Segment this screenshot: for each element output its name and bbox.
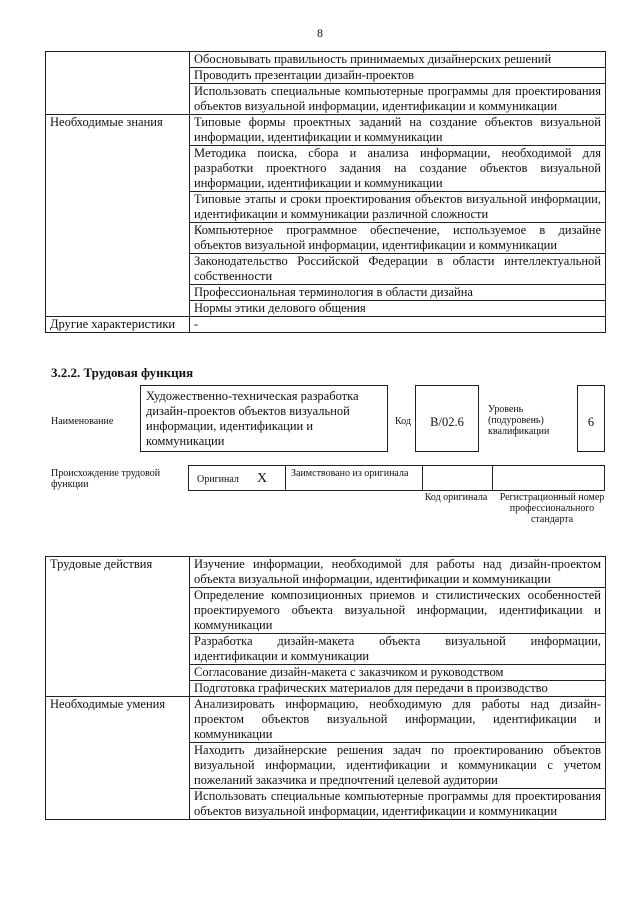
row-text: - bbox=[190, 317, 606, 333]
registration-number-caption: Регистрационный номер профессионального стандарта bbox=[499, 492, 605, 525]
skills-knowledge-table bbox=[45, 51, 606, 333]
original-code-caption: Код оригинала bbox=[424, 492, 488, 503]
table-row bbox=[46, 557, 606, 588]
borrowed-label: Заимствовано из оригинала bbox=[291, 468, 409, 479]
row-text: Проводить презентации дизайн-проектов bbox=[190, 68, 606, 84]
row-label bbox=[46, 52, 190, 115]
original-label: Оригинал bbox=[197, 474, 239, 485]
table-row bbox=[46, 317, 606, 333]
row-text: Подготовка графических материалов для передачи в производство bbox=[190, 681, 606, 697]
row-text: Профессиональная терминология в области дизайна bbox=[190, 285, 606, 301]
row-label-other: Другие характеристики bbox=[46, 317, 190, 333]
table-row bbox=[46, 52, 606, 68]
row-text: Находить дизайнерские решения задач по проектированию объектов визуальной информации, идентификации и коммуникации с учетом пожеланий заказчика и предпочтений целевой аудитории bbox=[190, 743, 606, 789]
origin-original-cell bbox=[188, 465, 286, 491]
original-mark: X bbox=[257, 471, 268, 486]
code-label: Код bbox=[395, 416, 411, 427]
origin-code-cell bbox=[422, 465, 493, 491]
row-text: Определение композиционных приемов и стилистических особенностей проектируемого объекта визуальной информации, идентификации и коммуникации bbox=[190, 588, 606, 634]
row-text: Типовые этапы и сроки проектирования объектов визуальной информации, идентификации и коммуникации различной сложности bbox=[190, 192, 606, 223]
table-row bbox=[46, 115, 606, 146]
row-text: Нормы этики делового общения bbox=[190, 301, 606, 317]
row-text: Использовать специальные компьютерные программы для проектирования объектов визуальной информации, идентификации и коммуникации bbox=[190, 84, 606, 115]
level-value: 6 bbox=[577, 385, 605, 452]
row-text: Методика поиска, сбора и анализа информации, необходимой для разработки проектного задания на создание объектов визуальной информации, идентификации и коммуникации bbox=[190, 146, 606, 192]
table-row bbox=[46, 697, 606, 743]
row-text: Компьютерное программное обеспечение, используемое в дизайне объектов визуальной информации, идентификации и коммуникации bbox=[190, 223, 606, 254]
level-label: Уровень (подуровень) квалификации bbox=[488, 404, 550, 437]
row-text: Типовые формы проектных заданий на создание объектов визуальной информации, идентификации и коммуникации bbox=[190, 115, 606, 146]
row-label-skills: Необходимые умения bbox=[46, 697, 190, 820]
origin-borrowed-cell bbox=[285, 465, 423, 491]
row-text: Анализировать информацию, необходимую для работы над дизайн-проектом объектов визуальной информации, идентификации и коммуникации bbox=[190, 697, 606, 743]
row-text: Изучение информации, необходимой для работы над дизайн-проектом объекта визуальной информации, идентификации и коммуникации bbox=[190, 557, 606, 588]
origin-table bbox=[188, 465, 605, 491]
row-text: Разработка дизайн-макета объекта визуальной информации, идентификации и коммуникации bbox=[190, 634, 606, 665]
row-text: Законодательство Российской Федерации в области интеллектуальной собственности bbox=[190, 254, 606, 285]
row-text: Обосновывать правильность принимаемых дизайнерских решений bbox=[190, 52, 606, 68]
row-label-knowledge: Необходимые знания bbox=[46, 115, 190, 317]
row-label-actions: Трудовые действия bbox=[46, 557, 190, 697]
labor-actions-table bbox=[45, 556, 606, 820]
row-text: Согласование дизайн-макета с заказчиком и руководством bbox=[190, 665, 606, 681]
origin-label: Происхождение трудовой функции bbox=[51, 468, 161, 490]
section-heading: 3.2.2. Трудовая функция bbox=[51, 365, 194, 380]
function-code-value: B/02.6 bbox=[415, 385, 479, 452]
page-number: 8 bbox=[317, 26, 323, 40]
function-name-value: Художественно-техническая разработка дизайн-проектов объектов визуальной информации, идентификации и коммуникации bbox=[140, 385, 388, 452]
name-label: Наименование bbox=[51, 416, 114, 427]
origin-reg-cell bbox=[492, 465, 605, 491]
row-text: Использовать специальные компьютерные программы для проектирования объектов визуальной информации, идентификации и коммуникации bbox=[190, 789, 606, 820]
